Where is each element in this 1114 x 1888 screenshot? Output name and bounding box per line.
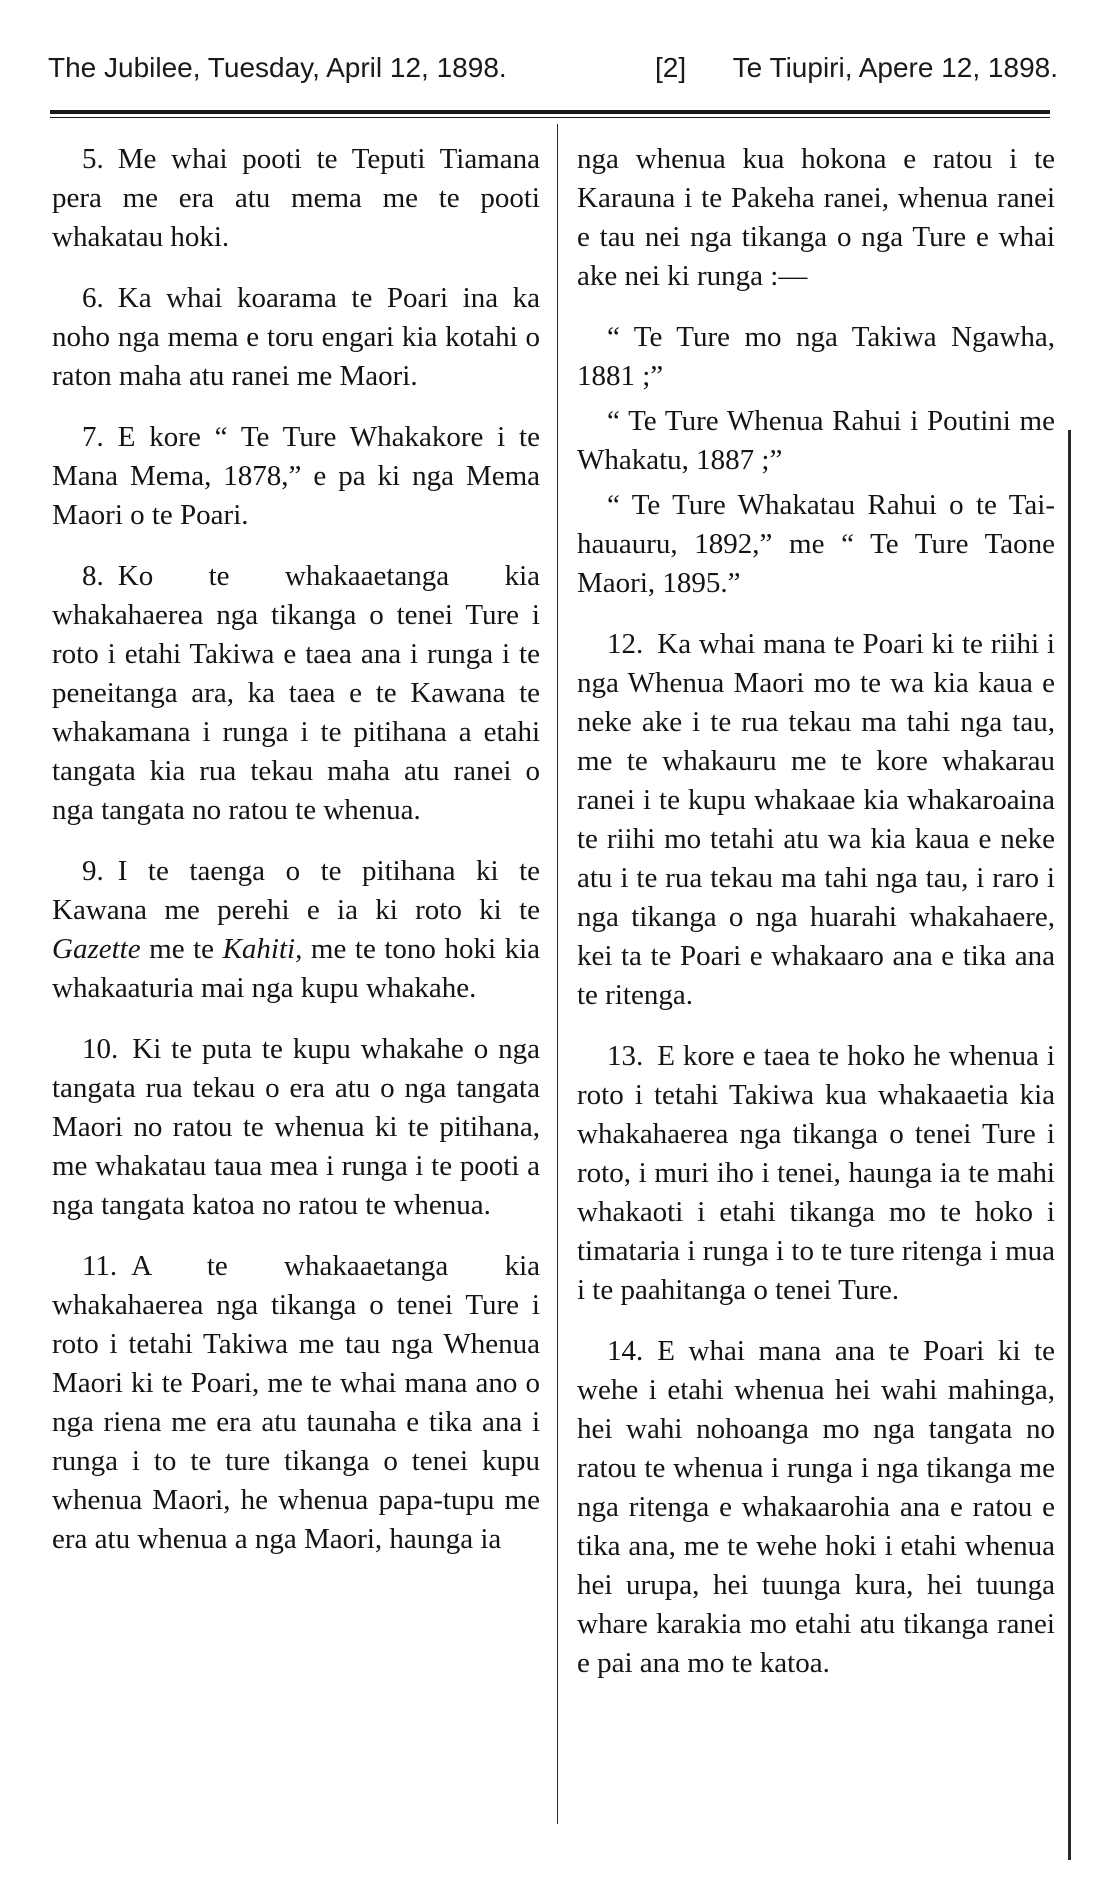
page-edge-line (1068, 430, 1071, 1860)
section-text-b: me te (149, 933, 215, 965)
section-11-continued: nga whenua kua hokona e ratou i te Karauna i te Pakeha ranei, whenua ranei e tau nei nga tikanga o nga Ture e whai ake nei ki runga :— (577, 143, 1055, 292)
section-text-a: I te taenga o te pitihana ki te Kawana me perehi e ia ki roto ki te (52, 855, 540, 926)
section-number: 6. (82, 282, 104, 314)
section-14 (577, 1332, 1055, 1683)
section-6 (52, 279, 540, 396)
section-text: Ka whai mana te Poari ki te riihi i nga Whenua Maori mo te wa kia kaua e neke ake i te rua tekau ma tahi nga tau, me te whakauru me te kore whakarau ranei i te kupu whakaae kia whakaroaina te riihi mo tetahi atu wa kia kaua e neke atu i te rua tekau ma tahi nga tau, i raro i nga tikanga o nga huarahi whakahaere, kei ta te Poari e whakaaro ana e tika ana te ritenga. (577, 628, 1055, 1011)
section-text: A te whakaaetanga kia whakahaerea nga tikanga o tenei Ture i roto i tetahi Takiwa me tau nga Whenua Maori ki te Poari, me te whai mana ano o nga riena me era atu taunaha e tika ana i runga i to te ture tikanga o tenei kupu whenua Maori, he whenua papa-tupu me era atu whenua a nga Maori, haunga ia (52, 1250, 540, 1555)
section-text: E kore “ Te Ture Whakakore i te Mana Mema, 1878,” e pa ki nga Mema Maori o te Poari. (52, 421, 540, 531)
section-text: E kore e taea te hoko he whenua i roto i tetahi Takiwa kua whakaaetia kia whakahaerea nga tikanga o tenei Ture i roto, i muri iho i tenei, haunga ia te mahi whakaoti i etahi tikanga mo te hoko i timataria i runga i to te ture ritenga i mua i te paahitanga o tenei Ture. (577, 1040, 1055, 1306)
kahiti-title: Kahiti, (222, 933, 303, 965)
section-number: 14. (607, 1335, 644, 1367)
section-number: 10. (82, 1033, 119, 1065)
section-number: 12. (607, 628, 644, 660)
section-12 (577, 625, 1055, 1015)
section-text: Ko te whakaaetanga kia whakahaerea nga tikanga o tenei Ture i roto i etahi Takiwa e taea ana i runga i te peneitanga ara, ka taea e te Kawana te whakamana i runga i te pitihana a etahi tangata kia rua tekau maha atu ranei o nga tangata no ratou te whenua. (52, 560, 540, 826)
gazette-title: Gazette (52, 933, 141, 965)
section-9 (52, 852, 540, 1008)
section-number: 7. (82, 421, 104, 453)
section-text: Me whai pooti te Teputi Tiamana pera me era atu mema me te pooti whakatau hoki. (52, 143, 540, 253)
header-maori-date: Te Tiupiri, Apere 12, 1898. (732, 52, 1058, 83)
act-citation: “ Te Ture Whakatau Rahui o te Tai-hauauru, 1892,” me “ Te Ture Taone Maori, 1895.” (577, 489, 1055, 599)
section-8 (52, 557, 540, 830)
section-text: Ki te puta te kupu whakahe o nga tangata rua tekau o era atu o nga tangata Maori no ratou te whenua ki te pitihana, me whakatau taua mea i runga i te pooti a nga tangata katoa no ratou te whenua. (52, 1033, 540, 1221)
section-number: 11. (82, 1250, 118, 1282)
section-text: E whai mana ana te Poari ki te wehe i etahi whenua hei wahi mahinga, hei wahi nohoanga mo nga tangata no ratou te whenua i runga i nga tikanga me nga ritenga e whakaarohia ana e ratou e tika ana, me te wehe hoki i etahi whenua hei urupa, hei tuunga kura, hei tuunga whare karakia mo etahi atu tikanga ranei e pai ana mo te katoa. (577, 1335, 1055, 1679)
section-7 (52, 418, 540, 535)
header-rule-thick (50, 110, 1050, 114)
section-text-c: me te tono hoki kia whakaaturia mai nga kupu whakahe. (52, 933, 540, 1004)
page-number: [2] (655, 52, 687, 83)
section-text: Ka whai koarama te Poari ina ka noho nga mema e toru engari kia kotahi o raton maha atu ranei me Maori. (52, 282, 540, 392)
section-5 (52, 140, 540, 257)
right-column (577, 140, 1055, 1705)
act-citation: “ Te Ture mo nga Takiwa Ngawha, 1881 ;” (577, 321, 1055, 392)
section-10 (52, 1030, 540, 1225)
section-11 (52, 1247, 540, 1559)
section-13 (577, 1037, 1055, 1310)
left-column (52, 140, 540, 1581)
section-number: 5. (82, 143, 104, 175)
section-number: 13. (607, 1040, 644, 1072)
page-header (48, 52, 1058, 92)
column-divider (557, 124, 558, 1824)
section-number: 8. (82, 560, 104, 592)
section-number: 9. (82, 855, 104, 887)
header-rule-thin (50, 117, 1050, 118)
header-english-date: The Jubilee, Tuesday, April 12, 1898. (48, 52, 507, 83)
act-citation: “ Te Ture Whenua Rahui i Poutini me Whakatu, 1887 ;” (577, 405, 1055, 476)
